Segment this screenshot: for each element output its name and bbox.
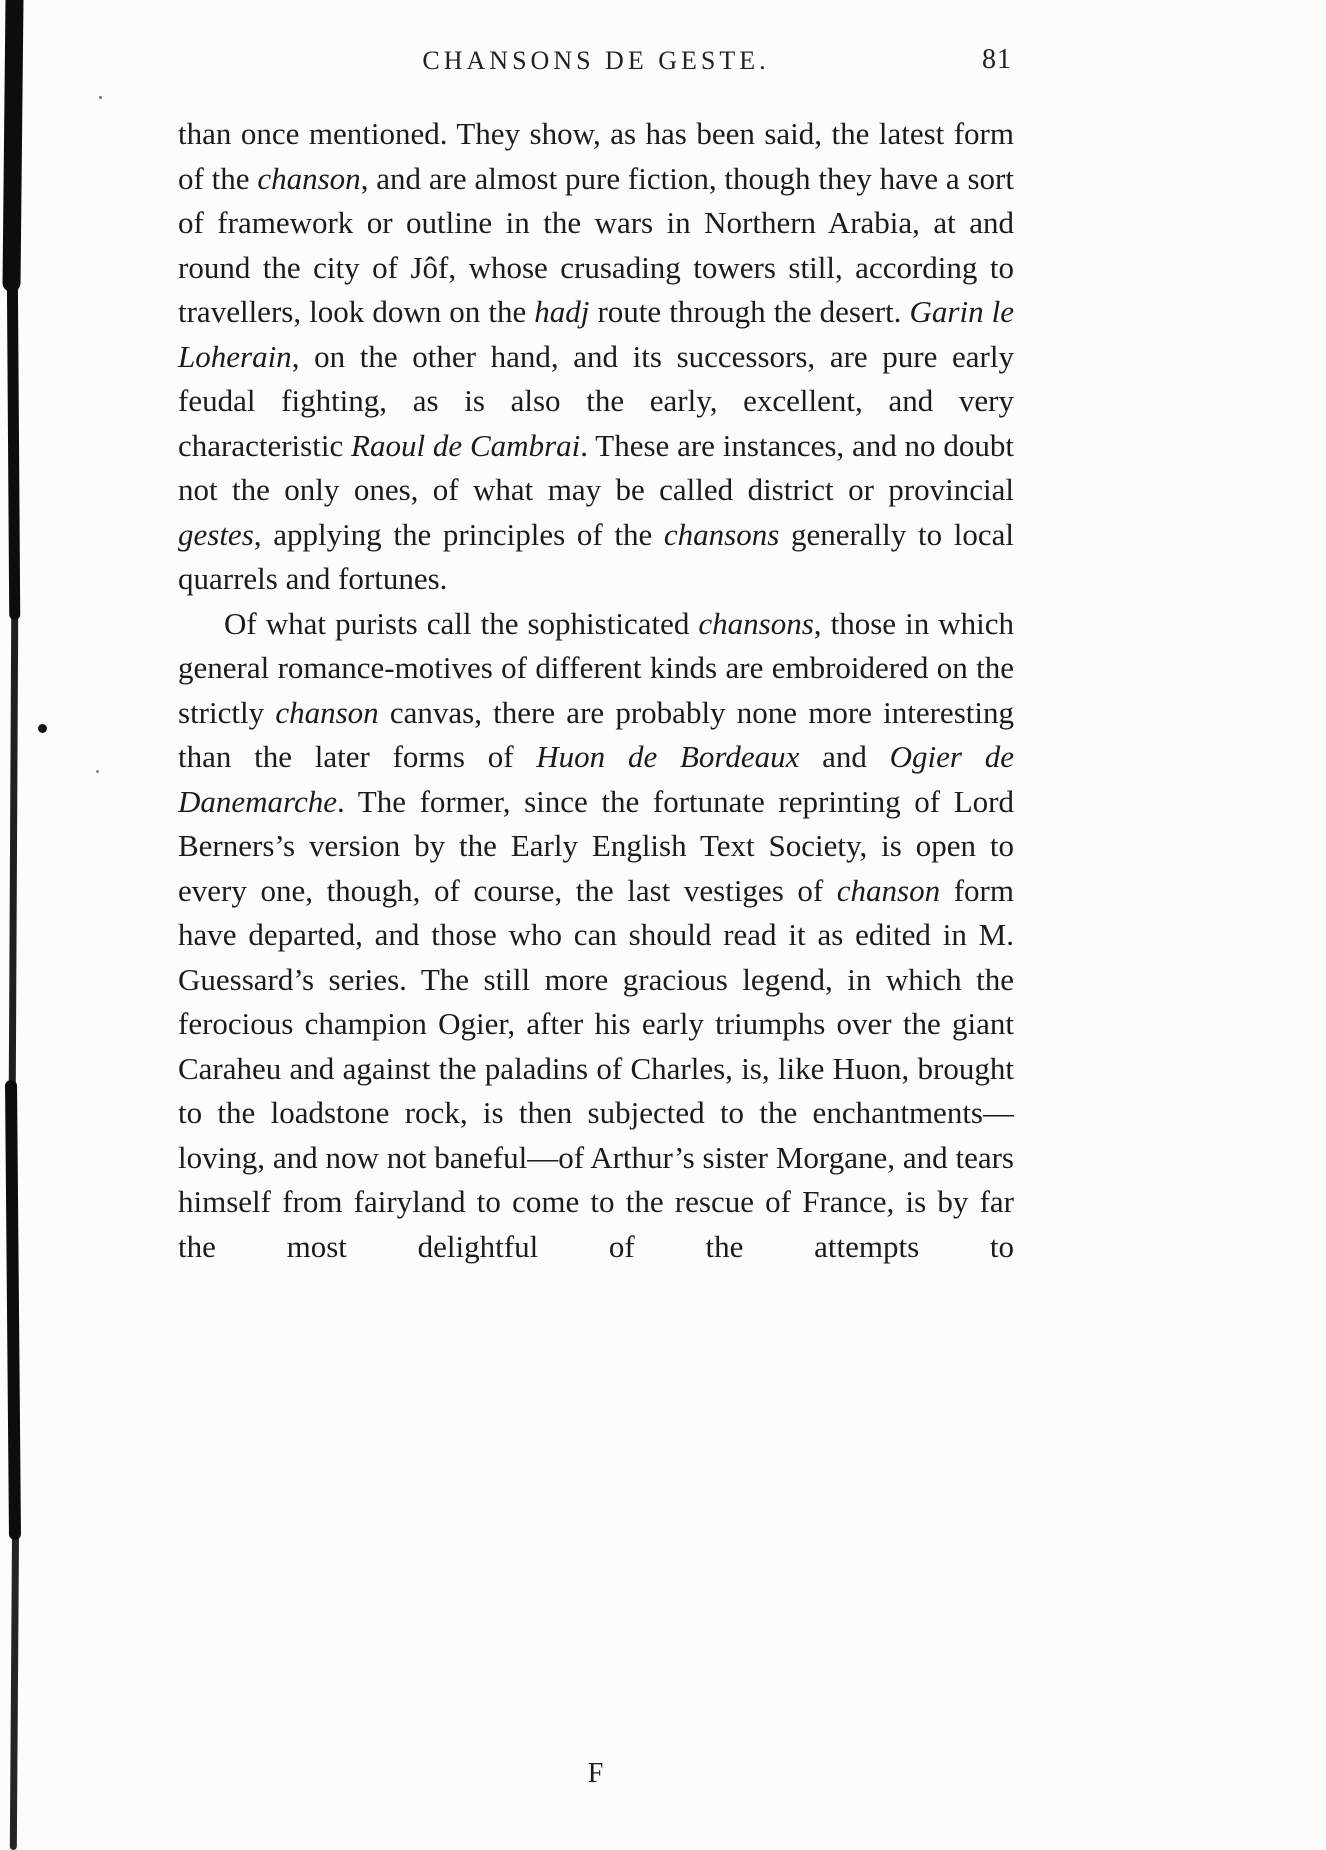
binding-edge-smudge xyxy=(7,260,21,620)
binding-edge-smudge xyxy=(9,590,19,1110)
italic-term: chansons xyxy=(698,605,814,641)
italic-term: gestes xyxy=(178,516,254,552)
tiny-speck xyxy=(99,96,102,99)
binding-edge-smudge xyxy=(10,1510,19,1850)
italic-term: chanson xyxy=(836,872,941,908)
text-segment: route through the desert. xyxy=(589,294,910,329)
text-segment: . The former, since the fortunate reprinting of Lord Berners’s version by the Early English Text Society, is open to every one, though, of course, the last vestiges of xyxy=(178,783,1014,908)
page-number: 81 xyxy=(982,44,1012,75)
signature-mark: F xyxy=(587,1758,605,1789)
italic-term: chanson xyxy=(275,694,379,730)
text-segment: and xyxy=(799,739,890,774)
running-header xyxy=(178,46,1014,76)
margin-dot-speck xyxy=(38,724,47,733)
italic-term: hadj xyxy=(534,294,590,329)
text-segment: than once mentioned. They show, as has been said, the latest form of the xyxy=(178,116,1014,196)
binding-edge-smudge xyxy=(5,1080,21,1540)
italic-term: chanson xyxy=(257,160,361,196)
tiny-speck xyxy=(96,770,99,773)
text-block xyxy=(178,112,1014,1269)
text-segment: canvas, there are probably none more interesting than the later forms of xyxy=(178,694,1014,774)
text-segment: Of what purists call the sophisticated xyxy=(224,605,699,641)
binding-edge-smudge xyxy=(2,0,23,292)
running-header-title: CHANSONS DE GESTE. xyxy=(422,46,770,75)
text-segment: , on the other hand, and its successors, are pure early feudal fighting, as is also the early, excellent, and very characteristic xyxy=(178,338,1014,463)
text-segment: form have departed, and those who can should read it as edited in M. Guessard’s series. The still more gracious legend, in which the ferocious champion Ogier, after his early triumphs over the giant Caraheu and against the paladins of Charles, is, like Huon, brought to the loadstone rock, is then subjected to the enchantments—loving, and now not baneful—of Arthur’s sister Morgane, and tears himself from fairyland to come to the rescue of France, is by far the most delightful of the attempts to xyxy=(178,872,1014,1264)
text-segment: , applying the principles of the xyxy=(253,516,664,552)
text-segment: , those in which general romance-motives of different kinds are embroidered on the strictly xyxy=(178,605,1014,730)
text-segment: . These are instances, and no doubt not the only ones, of what may be called district or provincial xyxy=(178,427,1014,507)
italic-term: Raoul de Cambrai xyxy=(351,427,581,463)
text-segment: , and are almost pure fiction, though they have a sort of framework or outline in the wars in Northern Arabia, at and round the city of Jôf, whose crusading towers still, according to travellers, look down on the xyxy=(178,160,1014,329)
italic-term: Garin le Loherain xyxy=(178,294,1014,374)
italic-term: Huon de Bordeaux xyxy=(536,739,800,774)
paragraph xyxy=(178,602,1014,1270)
text-segment: generally to local quarrels and fortunes. xyxy=(178,516,1015,596)
paragraph xyxy=(178,112,1014,602)
italic-term: chansons xyxy=(663,516,780,552)
italic-term: Ogier de Danemarche xyxy=(178,739,1014,819)
